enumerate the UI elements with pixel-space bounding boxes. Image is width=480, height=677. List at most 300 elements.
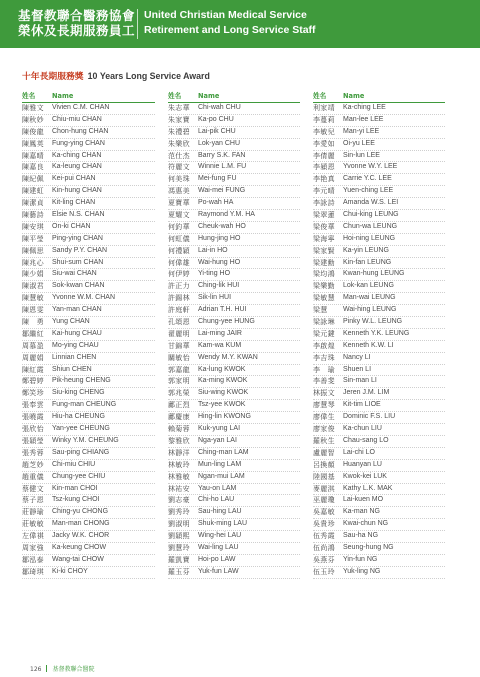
chinese-name: 李潁恩 bbox=[313, 163, 335, 172]
english-name: Yuk-fun LAW bbox=[198, 567, 239, 575]
english-name: Siu-king CHENG bbox=[52, 389, 105, 397]
chinese-name: 朱家寶 bbox=[168, 115, 190, 124]
chinese-name: 伍秀霞 bbox=[313, 532, 335, 541]
english-name: Lai-kuen MO bbox=[343, 496, 384, 504]
english-name: Chiu-miu CHAN bbox=[52, 115, 102, 123]
english-name: Ching-yu CHONG bbox=[52, 508, 109, 516]
chinese-name: 符麗文 bbox=[168, 163, 190, 172]
chinese-name: 朱樂欣 bbox=[168, 139, 190, 148]
english-name: Ki-ki CHOY bbox=[52, 567, 88, 575]
header-title-cn bbox=[18, 8, 135, 38]
english-name: Wang-tai CHOW bbox=[52, 555, 104, 563]
english-name: Ka-po CHU bbox=[198, 115, 234, 123]
section-title-cn: 十年長期服務獎 bbox=[22, 72, 84, 82]
english-name: Yin-fun NG bbox=[343, 555, 378, 563]
english-name: Yvonne W.M. CHAN bbox=[52, 294, 116, 302]
english-name: Mei-fung FU bbox=[198, 175, 237, 183]
name-row bbox=[22, 162, 155, 174]
english-name: Huanyan LU bbox=[343, 460, 382, 468]
chinese-name: 蔡子恩 bbox=[22, 496, 44, 505]
english-name: Hiu-ha CHEUNG bbox=[52, 413, 105, 421]
header-title-en-line-1: United Christian Medical Service bbox=[144, 9, 307, 21]
english-name: Kai-hung CHAU bbox=[52, 329, 102, 337]
english-name: Mun-ling LAM bbox=[198, 460, 242, 468]
chinese-name: 左偉祺 bbox=[22, 532, 44, 541]
name-row bbox=[313, 258, 445, 270]
chinese-name: 鄺正烈 bbox=[168, 401, 190, 410]
name-row bbox=[168, 519, 300, 531]
name-row bbox=[168, 115, 300, 127]
english-name: Man-yi LEE bbox=[343, 127, 380, 135]
name-row bbox=[168, 127, 300, 139]
chinese-name: 鄒琦琪 bbox=[22, 567, 44, 576]
english-name: Tsz-yee KWOK bbox=[198, 401, 246, 409]
name-row bbox=[168, 555, 300, 567]
english-name: Vivien C.M. CHAN bbox=[52, 104, 110, 111]
name-row bbox=[313, 412, 445, 424]
section-title-en: 10 Years Long Service Award bbox=[87, 71, 210, 81]
name-row bbox=[168, 484, 300, 496]
english-name: Kuk-yung LAI bbox=[198, 425, 241, 433]
name-row bbox=[22, 103, 155, 115]
english-name: Wai-mei FUNG bbox=[198, 187, 246, 195]
name-row bbox=[168, 507, 300, 519]
chinese-name: 梁敏慧 bbox=[313, 294, 335, 303]
english-name: Sandy P.Y. CHAN bbox=[52, 246, 107, 254]
english-name: Shui-sum CHAN bbox=[52, 258, 104, 266]
english-name: Siu-wing KWOK bbox=[198, 389, 249, 397]
chinese-name: 林敏玲 bbox=[168, 460, 190, 469]
english-name: Chi-ho LAU bbox=[198, 496, 235, 504]
name-row bbox=[22, 174, 155, 186]
chinese-name: 陳兆心 bbox=[22, 258, 44, 267]
name-row bbox=[22, 186, 155, 198]
column-header bbox=[22, 92, 155, 103]
chinese-name: 何禮穎 bbox=[168, 246, 190, 255]
english-name: Yi-ting HO bbox=[198, 270, 231, 278]
english-name: Kin-man CHOI bbox=[52, 484, 98, 492]
name-row bbox=[22, 317, 155, 329]
name-row bbox=[22, 472, 155, 484]
name-row bbox=[22, 281, 155, 293]
english-name: Yung CHAN bbox=[52, 318, 90, 326]
chinese-name: 夏寶華 bbox=[168, 199, 190, 208]
name-row bbox=[22, 460, 155, 472]
english-name: Yau-on LAM bbox=[198, 484, 237, 492]
name-row bbox=[168, 222, 300, 234]
name-row bbox=[168, 198, 300, 210]
english-name: Ka-ming KWOK bbox=[198, 377, 248, 385]
header-title-cn-line-1: 基督教聯合醫務協會 bbox=[18, 8, 136, 23]
chinese-name: 何美珠 bbox=[168, 175, 190, 184]
name-row bbox=[22, 388, 155, 400]
english-name: Kwok-kei LUK bbox=[343, 472, 387, 480]
name-row bbox=[22, 519, 155, 531]
name-row bbox=[168, 103, 300, 115]
chinese-name: 梁慧 bbox=[313, 306, 328, 315]
name-column-2 bbox=[168, 92, 300, 579]
chinese-name: 陳潔貞 bbox=[22, 199, 44, 208]
chinese-name: 陳紅霞 bbox=[22, 365, 44, 374]
english-name: Kit-tim LIOE bbox=[343, 401, 381, 409]
column-header-en: Name bbox=[343, 92, 365, 100]
name-row bbox=[313, 353, 445, 365]
chinese-name: 郭嘉龍 bbox=[168, 365, 190, 374]
name-row bbox=[22, 400, 155, 412]
name-row bbox=[313, 567, 445, 579]
chinese-name: 李元晴 bbox=[313, 187, 335, 196]
name-row bbox=[313, 210, 445, 222]
header-title-en-line-2: Retirement and Long Service Staff bbox=[144, 24, 316, 36]
chinese-name: 孔頌恩 bbox=[168, 318, 190, 327]
name-row bbox=[22, 567, 155, 579]
column-header-cn: 姓名 bbox=[168, 92, 182, 100]
chinese-name: 朱禮碧 bbox=[168, 127, 190, 136]
chinese-name: 鄺慶康 bbox=[168, 413, 190, 422]
page-number: 126 bbox=[30, 666, 42, 673]
chinese-name: 李詠詩 bbox=[313, 199, 335, 208]
chinese-name: 朱志華 bbox=[168, 104, 190, 112]
english-name: Chung-yee HUNG bbox=[198, 318, 255, 326]
english-name: Kenneth Y.K. LEUNG bbox=[343, 329, 410, 337]
name-row bbox=[168, 186, 300, 198]
english-name: Carrie Y.C. LEE bbox=[343, 175, 392, 183]
english-name: Ka-yin LEUNG bbox=[343, 246, 389, 254]
english-name: Cheuk-wah HO bbox=[198, 222, 246, 230]
name-row bbox=[313, 388, 445, 400]
header-banner bbox=[0, 0, 480, 48]
chinese-name: 賴菊蓉 bbox=[168, 425, 190, 434]
chinese-name: 劉慧玲 bbox=[168, 543, 190, 552]
english-name: Jacky W.K. CHOR bbox=[52, 532, 110, 540]
name-row bbox=[168, 162, 300, 174]
chinese-name: 陳紀佩 bbox=[22, 175, 44, 184]
chinese-name: 梁元鍵 bbox=[313, 329, 335, 338]
name-row bbox=[313, 436, 445, 448]
name-row bbox=[22, 139, 155, 151]
header-title-cn-line-2: 榮休及長期服務員工 bbox=[18, 23, 136, 38]
chinese-name: 李 瑜 bbox=[313, 365, 335, 374]
name-row bbox=[168, 234, 300, 246]
chinese-name: 廖慧琴 bbox=[313, 401, 335, 410]
chinese-name: 吳燕芬 bbox=[313, 555, 335, 564]
english-name: Chi-miu CHIU bbox=[52, 460, 96, 468]
chinese-name: 陳藝詩 bbox=[22, 211, 44, 220]
chinese-name: 陳鳳英 bbox=[22, 139, 44, 148]
name-column-3 bbox=[313, 92, 445, 579]
english-name: Sau-hing LAU bbox=[198, 508, 242, 516]
english-name: Kam-wa KUM bbox=[198, 341, 242, 349]
name-row bbox=[22, 507, 155, 519]
name-row bbox=[168, 472, 300, 484]
name-row bbox=[313, 162, 445, 174]
name-row bbox=[313, 103, 445, 115]
name-row bbox=[168, 424, 300, 436]
name-row bbox=[313, 269, 445, 281]
name-row bbox=[168, 412, 300, 424]
name-row bbox=[313, 448, 445, 460]
name-row bbox=[22, 210, 155, 222]
english-name: Chi-wah CHU bbox=[198, 104, 241, 111]
chinese-name: 甘錦華 bbox=[168, 341, 190, 350]
chinese-name: 陳慧敏 bbox=[22, 294, 44, 303]
english-name: Wai-hing LEUNG bbox=[343, 306, 397, 314]
chinese-name: 郭兆榮 bbox=[168, 389, 190, 398]
chinese-name: 蔡健文 bbox=[22, 484, 44, 493]
name-row bbox=[168, 139, 300, 151]
english-name: Wing-hei LAU bbox=[198, 532, 242, 540]
name-row bbox=[313, 186, 445, 198]
chinese-name: 羅秋生 bbox=[313, 436, 335, 445]
chinese-name: 梁建勳 bbox=[313, 258, 335, 267]
english-name: Tsz-kung CHOI bbox=[52, 496, 100, 504]
chinese-name: 吳貴珍 bbox=[313, 520, 335, 529]
english-name: Sau-ping CHIANG bbox=[52, 448, 110, 456]
english-name: Shiun CHEN bbox=[52, 365, 92, 373]
english-name: Pik-heung CHENG bbox=[52, 377, 111, 385]
column-header-cn: 姓名 bbox=[22, 92, 36, 100]
name-row bbox=[313, 139, 445, 151]
chinese-name: 陳淑君 bbox=[22, 282, 44, 291]
chinese-name: 陳嘉晴 bbox=[22, 151, 44, 160]
name-row bbox=[313, 317, 445, 329]
chinese-name: 陳恩雯 bbox=[22, 306, 44, 315]
chinese-name: 李倩麗 bbox=[313, 151, 335, 160]
name-row bbox=[313, 376, 445, 388]
english-name: Ka-lung KWOK bbox=[198, 365, 246, 373]
english-name: Ka-man NG bbox=[343, 508, 380, 516]
footer-divider bbox=[46, 665, 47, 672]
column-header-en: Name bbox=[198, 92, 220, 100]
chinese-name: 林雅敏 bbox=[168, 472, 190, 481]
chinese-name: 關敏怡 bbox=[168, 353, 190, 362]
english-name: Adrian T.H. HUI bbox=[198, 306, 247, 314]
english-name: Dominic F.S. LIU bbox=[343, 413, 396, 421]
english-name: Sok-kwan CHAN bbox=[52, 282, 105, 290]
chinese-name: 許庭軒 bbox=[168, 306, 190, 315]
english-name: Kit-ling CHAN bbox=[52, 199, 96, 207]
name-row bbox=[313, 329, 445, 341]
english-name: Hing-lin KWONG bbox=[198, 413, 251, 421]
name-row bbox=[168, 448, 300, 460]
chinese-name: 張欣怡 bbox=[22, 425, 44, 434]
chinese-name: 羅凱寶 bbox=[168, 555, 190, 564]
name-row bbox=[22, 293, 155, 305]
chinese-name: 馮惠美 bbox=[168, 187, 190, 196]
chinese-name: 陸國基 bbox=[313, 472, 335, 481]
chinese-name: 呂換顏 bbox=[313, 460, 335, 469]
name-row bbox=[22, 365, 155, 377]
english-name: Yan-man CHAN bbox=[52, 306, 102, 314]
chinese-name: 陳 勇 bbox=[22, 318, 44, 327]
name-row bbox=[313, 531, 445, 543]
chinese-name: 黎雅欣 bbox=[168, 436, 190, 445]
chinese-name: 陳俊龍 bbox=[22, 127, 44, 136]
english-name: Kwan-hung LEUNG bbox=[343, 270, 405, 278]
english-name: Barry S.K. FAN bbox=[198, 151, 246, 159]
chinese-name: 劉秀玲 bbox=[168, 508, 190, 517]
chinese-name: 張秀蓉 bbox=[22, 448, 44, 457]
chinese-name: 周家強 bbox=[22, 543, 44, 552]
chinese-name: 麥麗淇 bbox=[313, 484, 335, 493]
chinese-name: 陳佩思 bbox=[22, 246, 44, 255]
name-row bbox=[313, 555, 445, 567]
english-name: Sau-ha NG bbox=[343, 532, 379, 540]
name-row bbox=[168, 353, 300, 365]
english-name: Fung-man CHEUNG bbox=[52, 401, 117, 409]
english-name: Chau-sang LO bbox=[343, 436, 389, 444]
name-row bbox=[313, 543, 445, 555]
chinese-name: 陳秋妙 bbox=[22, 115, 44, 124]
chinese-name: 鄒泓泰 bbox=[22, 555, 44, 564]
english-name: Amanda W.S. LEI bbox=[343, 199, 399, 207]
chinese-name: 何伊婷 bbox=[168, 270, 190, 279]
chinese-name: 陳安琪 bbox=[22, 222, 44, 231]
name-row bbox=[168, 305, 300, 317]
chinese-name: 趙重儀 bbox=[22, 472, 44, 481]
name-row bbox=[22, 341, 155, 353]
name-row bbox=[168, 543, 300, 555]
english-name: Sin-lun LEE bbox=[343, 151, 380, 159]
chinese-name: 劉志豪 bbox=[168, 496, 190, 505]
name-row bbox=[313, 151, 445, 163]
english-name: Ping-ying CHAN bbox=[52, 234, 103, 242]
chinese-name: 鄭笑珍 bbox=[22, 389, 44, 398]
english-name: Kin-hung CHAN bbox=[52, 187, 102, 195]
chinese-name: 陳雅文 bbox=[22, 104, 44, 112]
chinese-name: 羅玉芬 bbox=[168, 567, 190, 576]
english-name: Ka-ching CHAN bbox=[52, 151, 102, 159]
chinese-name: 張奉雲 bbox=[22, 401, 44, 410]
chinese-name: 張穎瑩 bbox=[22, 436, 44, 445]
chinese-name: 梁樂勤 bbox=[313, 282, 335, 291]
name-row bbox=[313, 484, 445, 496]
english-name: Shuen LI bbox=[343, 365, 372, 373]
name-row bbox=[22, 269, 155, 281]
english-name: Man-lee LEE bbox=[343, 115, 384, 123]
chinese-name: 周麗娟 bbox=[22, 353, 44, 362]
english-name: Ka-ching LEE bbox=[343, 104, 386, 111]
chinese-name: 梁翠蓮 bbox=[313, 211, 335, 220]
name-row bbox=[313, 234, 445, 246]
name-row bbox=[168, 151, 300, 163]
name-row bbox=[22, 436, 155, 448]
english-name: Yuk-ling NG bbox=[343, 567, 381, 575]
chinese-name: 梁海寧 bbox=[313, 234, 335, 243]
name-row bbox=[168, 341, 300, 353]
chinese-name: 范仕杰 bbox=[168, 151, 190, 160]
name-row bbox=[313, 198, 445, 210]
chinese-name: 許錫林 bbox=[168, 294, 190, 303]
chinese-name: 李愛如 bbox=[313, 139, 335, 148]
chinese-name: 何偉雄 bbox=[168, 258, 190, 267]
name-row bbox=[313, 246, 445, 258]
column-header-en: Name bbox=[52, 92, 74, 100]
name-row bbox=[22, 305, 155, 317]
chinese-name: 李啟煌 bbox=[313, 341, 335, 350]
english-name: Kenneth K.W. LI bbox=[343, 341, 394, 349]
name-row bbox=[22, 246, 155, 258]
english-name: Wai-ling LAU bbox=[198, 543, 239, 551]
name-row bbox=[313, 460, 445, 472]
name-row bbox=[313, 507, 445, 519]
name-row bbox=[22, 484, 155, 496]
name-row bbox=[22, 258, 155, 270]
name-row bbox=[168, 329, 300, 341]
english-name: Man-wai LEUNG bbox=[343, 294, 396, 302]
chinese-name: 廖家俊 bbox=[313, 425, 335, 434]
chinese-name: 盧麗智 bbox=[313, 448, 335, 457]
name-row bbox=[313, 400, 445, 412]
english-name: Kathy L.K. MAK bbox=[343, 484, 393, 492]
chinese-name: 郭家明 bbox=[168, 377, 190, 386]
name-row bbox=[313, 293, 445, 305]
name-row bbox=[168, 436, 300, 448]
english-name: On-ki CHAN bbox=[52, 222, 91, 230]
name-row bbox=[22, 115, 155, 127]
chinese-name: 鄒繼紅 bbox=[22, 329, 44, 338]
name-row bbox=[313, 305, 445, 317]
english-name: Lai-ming JAIR bbox=[198, 329, 242, 337]
english-name: Kin-fan LEUNG bbox=[343, 258, 392, 266]
name-row bbox=[168, 495, 300, 507]
name-row bbox=[168, 365, 300, 377]
name-row bbox=[22, 531, 155, 543]
name-row bbox=[22, 234, 155, 246]
english-name: Ka-chun LIU bbox=[343, 425, 382, 433]
english-name: Kwai-chun NG bbox=[343, 520, 389, 528]
english-name: Lai-in HO bbox=[198, 246, 228, 254]
english-name: Chui-king LEUNG bbox=[343, 211, 399, 219]
english-name: Ching-man LAM bbox=[198, 448, 249, 456]
english-name: Ching-lik HUI bbox=[198, 282, 240, 290]
name-row bbox=[168, 531, 300, 543]
name-row bbox=[313, 424, 445, 436]
english-name: Linnian CHEN bbox=[52, 353, 97, 361]
chinese-name: 林靜洋 bbox=[168, 448, 190, 457]
chinese-name: 梁詠琳 bbox=[313, 318, 335, 327]
chinese-name: 劉穎熙 bbox=[168, 532, 190, 541]
header-divider bbox=[137, 9, 138, 39]
chinese-name: 鄭碧婷 bbox=[22, 377, 44, 386]
chinese-name: 許正力 bbox=[168, 282, 190, 291]
chinese-name: 廖偉生 bbox=[313, 413, 335, 422]
chinese-name: 李艳真 bbox=[313, 175, 335, 184]
section-title bbox=[22, 69, 210, 82]
name-row bbox=[22, 424, 155, 436]
english-name: Hung-jing HO bbox=[198, 234, 241, 242]
name-row bbox=[168, 317, 300, 329]
name-row bbox=[313, 115, 445, 127]
name-row bbox=[313, 341, 445, 353]
name-row bbox=[22, 198, 155, 210]
name-row bbox=[313, 495, 445, 507]
name-row bbox=[168, 281, 300, 293]
chinese-name: 陳嘉良 bbox=[22, 163, 44, 172]
name-row bbox=[168, 258, 300, 270]
name-row bbox=[168, 246, 300, 258]
name-row bbox=[22, 555, 155, 567]
footer-org: 基督教聯合醫院 bbox=[52, 666, 95, 673]
english-name: Hoi-po LAW bbox=[198, 555, 236, 563]
name-row bbox=[313, 472, 445, 484]
name-row bbox=[168, 388, 300, 400]
chinese-name: 林祐安 bbox=[168, 484, 190, 493]
english-name: Pinky W.L. LEUNG bbox=[343, 318, 403, 326]
english-name: Lok-kan LEUNG bbox=[343, 282, 394, 290]
chinese-name: 梁均鴻 bbox=[313, 270, 335, 279]
name-row bbox=[313, 174, 445, 186]
